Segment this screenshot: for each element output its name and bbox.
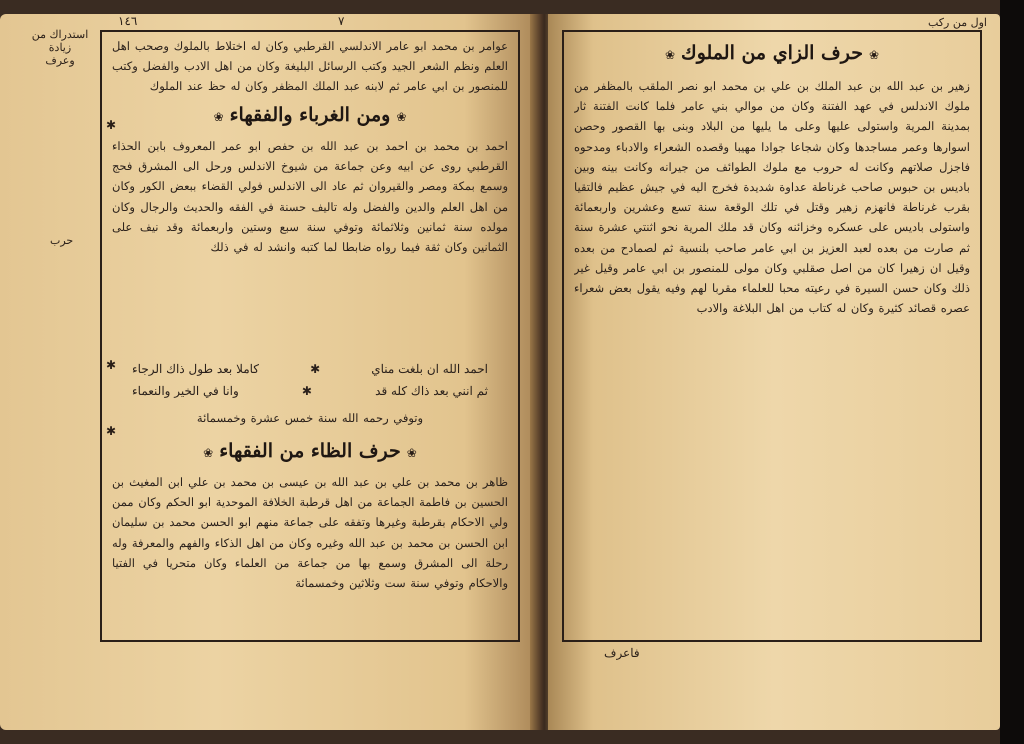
right-heading-text: حرف الزاي من الملوك <box>681 42 863 64</box>
right-body-text: زهير بن عبد الله بن عبد الملك بن علي بن محمد ابو نصر الملقب بالمظفر من ملوك الاندلس في عهد الفتنة وكان من موالي بني عامر فلما كانت الفتنة ثار بمدينة المرية واستولى عليها وعلى ما يليها من البلاد وبنى بها القصور وحصن اسوارها وعمر مساجدها وكان شجاعا جوادا مهيبا وقصده الشعراء والادباء ومدحوه فاجزل صلاتهم وكانت له حروب مع ملوك الطوائف من جيرانه وكانت بينه وبين باديس بن حبوس صاحب غرناطة عداوة شديدة فخرج اليه في جيش عظيم فالتقيا بقرب غرناطة فانهزم زهير وقتل في تلك الوقعة سنة تسع وعشرين واربعمائة واستولى باديس على عسكره وخزائنه وكان قد ملك المرية نحو اثنتي عشرة سنة ثم صارت من بعده لعبد العزيز بن ابي عامر صاحب بلنسية ثم لصمادح من بعده وقيل ان زهيرا كان من اصل صقلبي وكان مولى للمنصور بن ابي عامر وقيل غير ذلك وكان حسن السيرة في رعيته محبا للعلماء مقربا لهم وفيه يقول بعض شعراء عصره قصائد كثيرة وكان له كتاب من اهل البلاغة والادب <box>574 79 970 316</box>
right-heading <box>564 42 980 64</box>
left-page <box>0 14 540 730</box>
left-page-number: ١٤٦ <box>118 14 138 28</box>
background-edge <box>1000 0 1024 744</box>
ornament-icon: ❀ <box>664 48 676 62</box>
verse-first-half: احمد الله ان بلغت مناي <box>371 362 488 376</box>
left-margin-note-top: استدراك من زيادة وعرف <box>31 28 89 67</box>
star-ornament: ✱ <box>106 118 117 132</box>
left-heading-2-text: حرف الظاء من الفقهاء <box>219 440 401 462</box>
left-section-1-text: احمد بن محمد بن احمد بن عبد الله بن حفص ابو عمر المعروف بابن الحذاء القرطبي روى عن ابيه وعن جماعة من شيوخ الاندلس ورحل الى المشرق فحج وسمع بمكة ومصر والقيروان ثم عاد الى الاندلس فولي القضاء ببعض الكور وكان من اهل العلم والدين والفضل وله تاليف حسنة في الفقه والحديث والرجال وكان مولده سنة ثمانين وثلاثمائة وتوفي سنة سبع وستين واربعمائة وقد نيف على الثمانين وكان ثقة فيما رواه ضابطا لما كتبه وانشد له في ذلك <box>112 139 508 255</box>
right-top-note: اول من ركب <box>928 16 987 29</box>
left-heading-2 <box>102 440 518 462</box>
left-header-mark: ٧ <box>338 14 345 28</box>
verse-line <box>132 362 488 376</box>
right-catchword: فاعرف <box>604 646 640 660</box>
ornament-icon: ❀ <box>396 110 407 124</box>
left-after-verses: وتوفي رحمه الله سنة خمس عشرة وخمسمائة <box>196 411 424 425</box>
ornament-icon: ❀ <box>406 446 417 460</box>
star-ornament: ✱ <box>106 424 117 438</box>
left-section-2-text: ظاهر بن محمد بن علي بن عبد الله بن عيسى بن محمد بن علي ابن المغيث بن الحسين بن فاطمة الجماعة من اهل قرطبة الخلافة الموحدية ابو الحكم وكان ممن ولي الاحكام بقرطبة وغيرها وتفقه على جماعة منهم ابو الحسن محمد بن سليمان ابن الحسن بن محمد بن عبد الله وغيره وكان من اهل الذكاء والفهم والمعرفة وله رحلة الى المشرق وسمع بها من جماعة من العلماء وكان متحريا في الفتيا والاحكام وتوفي سنة ست وثلاثين وخمسمائة <box>112 475 508 591</box>
verse-separator-icon: ✱ <box>310 362 321 376</box>
left-text-frame <box>100 30 520 642</box>
verse-line <box>132 384 488 398</box>
ornament-icon: ❀ <box>213 110 224 124</box>
left-heading-1 <box>102 104 518 126</box>
left-heading-1-text: ومن الغرباء والفقهاء <box>229 104 391 126</box>
left-intro-text: عوامر بن محمد ابو عامر الاندلسي القرطبي وكان له اختلاط بالملوك وصحب اهل العلم ونظم الشعر الجيد وكتب الرسائل البليغة وكان من اهل الادب والفضل وكتب للمنصور بن ابي عامر ثم لابنه عبد الملك المظفر وكان له حظ عند الملوك <box>112 39 508 94</box>
ornament-icon: ❀ <box>868 48 880 62</box>
verse-second-half: كاملا بعد طول ذاك الرجاء <box>132 362 260 376</box>
book-spread <box>0 14 1024 730</box>
verse-second-half: وانا في الخير والنعماء <box>132 384 239 398</box>
star-ornament: ✱ <box>106 358 117 372</box>
right-page <box>548 14 1000 730</box>
left-margin-note-side: حرب <box>50 234 74 247</box>
right-text-frame <box>562 30 982 642</box>
ornament-icon: ❀ <box>203 446 214 460</box>
verse-first-half: ثم انني بعد ذاك كله قد <box>375 384 488 398</box>
verse-separator-icon: ✱ <box>301 384 312 398</box>
